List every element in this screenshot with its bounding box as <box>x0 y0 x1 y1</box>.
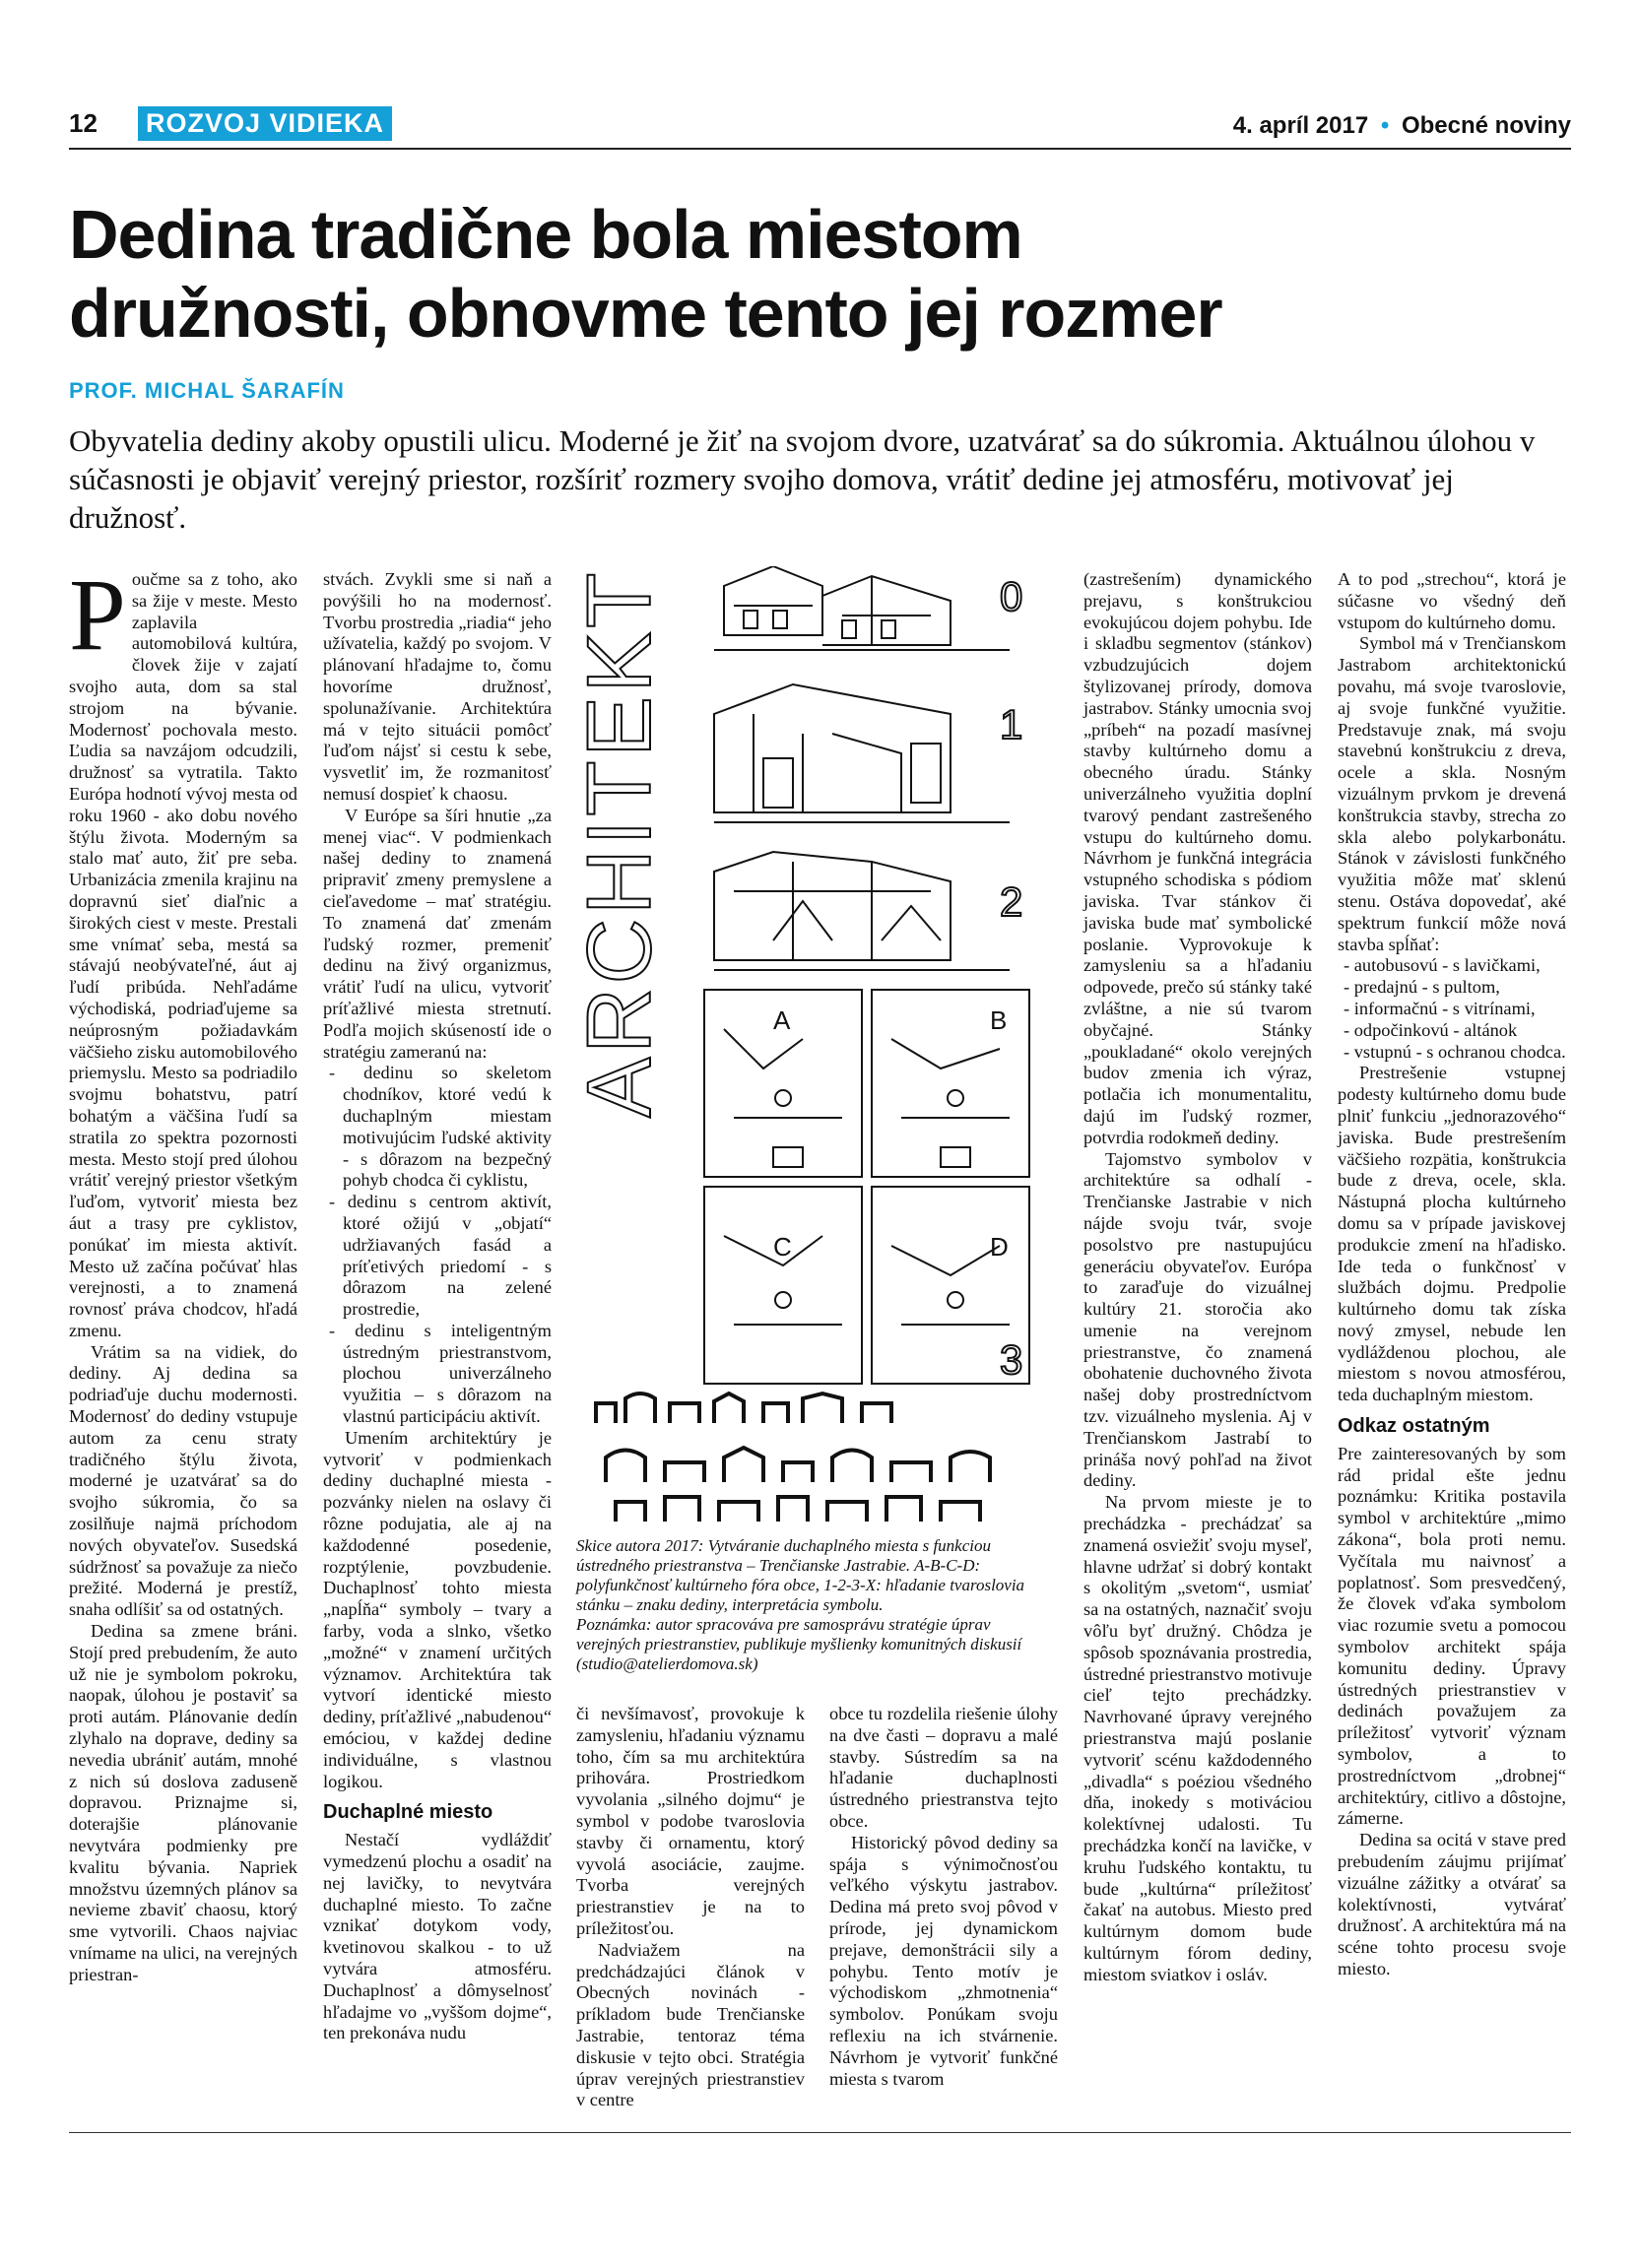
strategy-list <box>323 1063 552 1428</box>
list-item: - informačnú - s vitrínami, <box>1344 998 1536 1018</box>
list-item: - dedinu so skeletom chodníkov, ktoré vedú k duchaplným miestam motivujúcim ľudské aktivity - s dôrazom na bezpečný pohyb chodca či cyklistu, <box>329 1063 552 1191</box>
column-1 <box>69 558 297 1986</box>
separator-dot: • <box>1380 112 1390 139</box>
column-6 <box>1338 569 1566 1980</box>
column-2 <box>323 569 552 2044</box>
paragraph: Tajomstvo symbolov v architektúre sa odhalí - Trenčianske Jastrabie v nich nájde svoju tvár, svoje posolstvo pre nastupujúcu generáciu obyvateľov. Európa to zaraďuje do vizuálnej kultúry 21. storočia ako umenie na verejnom priestranstve, čo znamená obohatenie duchovného života našej doby prostredníctvom tzv. vizuálneho myslenia. Aj v Trenčianskom Jastrabí to prináša nový pohľad na život dediny. <box>1083 1148 1312 1491</box>
section-label: ROZVOJ VIDIEKA <box>138 106 392 141</box>
column-4 <box>829 1704 1058 2090</box>
paragraph: Vrátim sa na vidiek, do dediny. Aj dedina sa podriaďuje duchu modernosti. Modernosť do dediny vstupuje autom za cenu straty tradičného štýlu života, moderné je uzatvárať sa do svojho súkromia, čo sa zosilňuje najmä príchodom nových obyvateľov. Susedská súdržnosť sa považuje za niečo prežité. Moderná je prestíž, snaha odlíšiť sa od ostatných. <box>69 1341 297 1620</box>
drop-cap: P <box>69 558 126 672</box>
page-number: 12 <box>69 108 98 138</box>
paragraph: Na prvom mieste je to prechádzka - prechádzať sa znamená osviežiť svoju myseľ, hlavne udržať si dobrý kontakt s okolitým „svetom“, usmiať sa na ostatných, naznačiť svoju vôľu byť družný. Chôdza je spôsob spoznávania prostredia, ústredné priestranstvo motivuje cieľ tejto prechádzky. Navrhované úpravy verejného priestranstva majú poslanie vytvoriť scénu každodenného „divadla“ s poéziou všedného dňa, inokedy s motiváciou kolektívnej udalosti. Tu prechádzka končí na lavičke, v kruhu ľudského kontaktu, tu bude „kultúrna“ príležitosť čakať na autobus. Miesto pred kultúrnym domom bude kultúrnym fórom dediny, miestom sviatkov i osláv. <box>1083 1492 1312 1984</box>
list-item: - vstupnú - s ochranou chodca. <box>1344 1041 1566 1062</box>
caption-text: Skice autora 2017: Vytváranie duchaplného miesta s funkciou ústredného priestranstva – Trenčianske Jastrabie. A-B-C-D: polyfunkčnosť kultúrneho fóra obce, 1-2-3-X: hľadanie tvaroslovia stánku – znaku dediny, interpretácia symbolu. <box>576 1536 1025 1614</box>
paragraph: či nevšímavosť, provokuje k zamysleniu, hľadaniu významu toho, čím sa mu architektúra prihovára. Prostriedkom vyvolania „silného dojmu“ je symbol v podobe tvaroslovia stavby či ornamentu, ktorý vyvolá asociácie, zaujme. Tvorba verejných priestranstiev je na to príležitosťou. <box>576 1704 805 1938</box>
plan-label-a: A <box>773 1005 791 1035</box>
headline-line-2: družnosti, obnovme tento jej rozmer <box>69 275 1222 352</box>
paragraph: Pre zainteresovaných by som rád pridal ešte jednu poznámku: Kritika postavila symbol v architektúre „mimo zákona“, bola proti nemu. Vyčítala mu naivnosť a poplatnosť. Som presvedčený, že človek vďaka symbolom viac rozumie svetu a pomocou symbolov architekt spája komunitu dediny. Úpravy ústredných priestranstiev v dedinách považujem za príležitosť vytvoriť význam symbolov, a to prostredníctvom „drobnej“ architektúry, citlivo a dôstojne, zámerne. <box>1338 1443 1566 1829</box>
subheading: Duchaplné miesto <box>323 1801 493 1824</box>
column-3 <box>576 1704 805 2111</box>
paragraph: Nadviažem na predchádzajúci článok v Obecných novinách - príkladom bude Trenčianske Jastrabie, tentoraz téma diskusie v tejto obci. Stratégia úprav verejných priestranstiev v centre <box>576 1939 805 2110</box>
list-item: - predajnú - s pultom, <box>1344 977 1500 998</box>
paragraph: stvách. Zvykli sme si naň a povýšili ho na modernosť. Tvorbu prostredia „riadia“ jeho užívatelia, každý po svojom. V plánovaní hľadajme to, čomu hovoríme družnosť, spolunažívanie. Architektúra má v tejto situácii pomôcť ľuďom nájsť si cestu k sebe, vysvetliť im, že rozmanitosť nemusí dospieť k chaosu. <box>323 569 552 804</box>
issue-date: 4. apríl 2017 <box>1232 112 1369 139</box>
headline-line-1: Dedina tradične bola miestom <box>69 196 1022 273</box>
caption-note: Poznámka: autor spracováva pre samosprávu stratégie úprav verejných priestranstiev, publikuje myšlienky komunitných diskusií (studio@atelierdomova.sk) <box>576 1615 1022 1673</box>
publication-name: Obecné noviny <box>1401 112 1571 139</box>
sketch-label-1: 1 <box>1000 701 1023 747</box>
paragraph: (zastrešením) dynamického prejavu, s konštrukciou evokujúcou dojem pohybu. Ide i skladbu segmentov (stánkov) vzbudzujúcich dojem štylizovanej prírody, domova jastrabov. Stánky umocnia svoj „príbeh“ na pozadí masívnej stavby kultúrneho domu a obecného úradu. Stánky univerzálneho využitia doplní tvarový pendant zastrešeného vstupu do kultúrneho domu. Návrhom je funkčná integrácia vstupného schodiska s pódiom javiska. Tvar stánkov či javiska bude mať symbolické poslanie. Vyprovokuje k zamysleniu sa a hľadaniu odpovede, prečo sú stánky také zvláštne, a nie sú tvarom obyčajné. Stánky „poukladané“ okolo verejných budov zmenia ich výraz, potlačia ich monumentalitu, dajú im ľudský rozmer, potvrdia rodokmeň dediny. <box>1083 569 1312 1147</box>
footer-rule <box>69 2132 1571 2133</box>
page-header <box>69 106 1571 146</box>
sketch-label-3: 3 <box>1000 1336 1023 1383</box>
header-rule <box>69 148 1571 150</box>
figure-caption <box>576 1536 1059 1674</box>
subheading: Odkaz ostatným <box>1338 1415 1490 1438</box>
paragraph-text: oučme sa z toho, ako sa žije v meste. Mesto zaplavila automobilová kultúra, človek žije v zajatí svojho auta, dom sa stal strojom na bývanie. Modernosť pochovala mesto. Ľudia sa navzájom odcudzili, družnosť sa vytratila. Takto Európa hodnotí vývoj mesta od roku 1960 - ako dobu nového štýlu života. Moderným sa stalo mať auto, žiť pre seba. Urbanizácia zmenila krajinu na dopravnú sieť diaľnic a širokých ciest v meste. Prestali sme vnímať seba, mestá sa stávajú neobývateľné, áut aj ľudí pribúda. Nehľadáme východiská, podriaďujeme sa neúprosným požiadavkám väčšieho zisku automobilového priemyslu. Mesto sa podriadilo svojmu bohatstvu, patrí bohatým a väčšina ľudí sa stratila zo spektra pozornosti mesta. Mesto stojí pred úlohou vrátiť verejný priestor všetkým ľuďom, vytvoriť miesta bez áut a trasy pre cyklistov, ponúkať im miesta aktivít. Mesto už začína počúvať hlas verejnosti, a to znamená rovnosť práva chodcov, hľadá zmenu. <box>69 569 297 1340</box>
sketch-figure <box>576 566 1059 1531</box>
paragraph: V Európe sa šíri hnutie „za menej viac“. V podmienkach našej dediny to znamená pripraviť zmeny premyslene a cieľavedome – mať stratégiu. To znamená dať zmenám ľudský rozmer, premeniť dedinu na živý organizmus, vrátiť ľudí na ulicu, vytvoriť príťažlivé miesta stretnutí. Podľa mojich skúseností ide o stratégiu zameranú na: <box>323 805 552 1062</box>
paragraph: Umením architektúry je vytvoriť v podmienkach dediny duchaplné miesta - pozvánky nielen na oslavy či rôzne podujatia, ale aj na každodenné posedenie, rozptýlenie, povzbudenie. Duchaplnosť tohto miesta „napĺňa“ symboly – tvary a farby, voda a slnko, všetko „možné“ v znamení určitých významov. Architektúra tak vytvorí identické miesto dediny, príťažlivé „nabudenou“ emóciou, v každej dedine individuálne, s vlastnou logikou. <box>323 1427 552 1791</box>
list-item: - odpočinkovú - altánok <box>1344 1019 1518 1040</box>
paragraph: Prestrešenie vstupnej podesty kultúrneho domu bude plniť funkciu „jednorazového“ javiska. Bude prestrešením väčšieho rozpätia, konštrukcia bude z dreva, ocele, skla. Nástupná plocha kultúrneho domu sa v prípade javiskovej produkcie zmení na hľadisko. Ide teda o funkčnosť v službách dojmu. Predpolie kultúrneho domu tak získa nový zmysel, nebude len vydláždenou plochou, ale miestom s novou atmosférou, teda duchaplným miestom. <box>1338 1063 1566 1405</box>
paragraph: A to pod „strechou“, ktorá je súčasne vo všedný deň vstupom do kultúrneho domu. <box>1338 569 1566 632</box>
paragraph: Nestačí vydláždiť vymedzenú plochu a osadiť na nej lavičky, to nevytvára duchaplné miesto. To začne vznikať dotykom vody, kvetinovou skalkou - to už vytvára atmosféru. Duchaplnosť a dômyselnosť hľadajme vo „vyššom dojme“, ten prekonáva nudu <box>323 1830 552 2043</box>
list-item: - dedinu s centrom aktivít, ktoré ožijú v „objatí“ udržiavaných fasád a príťetivých priedomí - s dôrazom na zelené prostredie, <box>329 1192 552 1320</box>
plan-label-b: B <box>990 1005 1008 1035</box>
paragraph <box>69 558 297 1342</box>
plan-label-c: C <box>773 1232 792 1262</box>
architecture-sketch <box>576 566 1059 1531</box>
vertical-title: ARCHITEKTÚRA <box>576 566 670 1118</box>
paragraph: Historický pôvod dediny sa spája s výnimočnosťou veľkého výskytu jastrabov. Dedina má preto svoj pôvod v prírode, jej dynamickom prejave, demonštrácii sily a pohybu. Tento motív je východiskom „zhmotnenia“ symbolov. Ponúkam svoju reflexiu na ich stvárnenie. Návrhom je vytvoriť funkčné miesta s tvarom <box>829 1832 1058 2089</box>
byline: PROF. MICHAL ŠARAFÍN <box>69 378 345 403</box>
sketch-label-0: 0 <box>1000 573 1023 619</box>
paragraph: Dedina sa ocitá v stave pred prebudením záujmu prijímať vizuálne zážitky a otvárať sa kolektívnosti, vytvárať družnosť. A architektúra má na scéne tohto procesu svoje miesto. <box>1338 1830 1566 1978</box>
headline <box>69 195 1571 353</box>
plan-label-d: D <box>990 1232 1009 1262</box>
list-item: - autobusovú - s lavičkami, <box>1344 955 1541 976</box>
paragraph: Dedina sa zmene bráni. Stojí pred prebudením, že auto už nie je symbolom pokroku, naopak, úlohou je postaviť sa proti autám. Plánovanie dedín zlyhalo na doprave, dediny sa nevedia ubrániť autám, mnohé z nich sú doslova zaduseně dopravou. Priznajme si, doterajšie plánovanie nevytvára podmienky pre kvalitu bývania. Napriek množstvu územných plánov sa nevieme zbaviť chaosu, ktorý sme vytvorili. Chaos najviac vnímame na ulici, na verejných priestran- <box>69 1621 297 1984</box>
function-list <box>1338 955 1566 1063</box>
sketch-label-2: 2 <box>1000 878 1023 925</box>
lead-paragraph: Obyvatelia dediny akoby opustili ulicu. Moderné je žiť na svojom dvore, uzatvárať sa do súkromia. Aktuálnou úlohou v súčasnosti je objaviť verejný priestor, rozšíriť rozmery svojho domova, vrátiť dedine jej atmosféru, motivovať jej družnosť. <box>69 423 1536 535</box>
issue-info <box>1233 112 1571 140</box>
list-item: - dedinu s inteligentným ústredným priestranstvom, plochou univerzálneho využitia – s dôrazom na vlastnú participáciu aktivít. <box>329 1320 552 1427</box>
paragraph: obce tu rozdelila riešenie úlohy na dve časti – dopravu a malé stavby. Sústredím sa na hľadanie duchaplnosti ústredného priestranstva tejto obce. <box>829 1704 1058 1831</box>
column-5 <box>1083 569 1312 1986</box>
paragraph: Symbol má v Trenčianskom Jastrabom architektonickú povahu, má svoje tvaroslovie, aj svoje funkčné využitie. Predstavuje znak, má svoju stavebnú konštrukciu z dreva, ocele a skla. Nosným vizuálnym prvkom je drevená konštrukcia stavby, strecha zo skla alebo polykarbonátu. Stánok v závislosti funkčného využitia môže mať sklenú stenu. Ostáva dopovedať, aké spektrum funkcií môže nová stavba spĺňať: <box>1338 633 1566 954</box>
